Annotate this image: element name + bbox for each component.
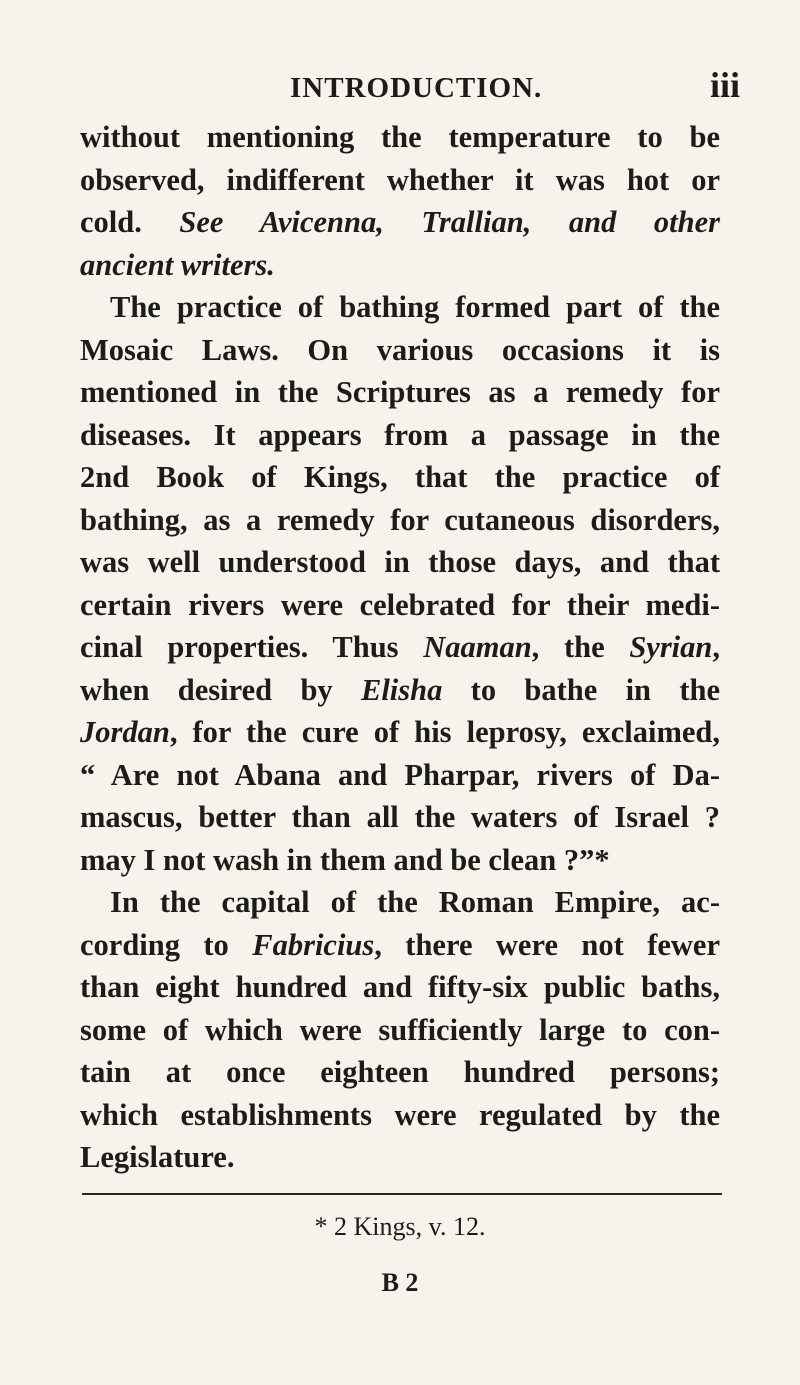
text-line: tain at once eighteen hundred persons;	[80, 1055, 720, 1089]
text-line: was well understood in those days, and that	[80, 545, 720, 579]
text-line: Mosaic Laws. On various occasions it is	[80, 332, 720, 367]
text-line: mentioned in the Scriptures as a remedy for	[80, 375, 720, 409]
text-line: diseases. It appears from a passage in the	[80, 417, 720, 452]
text-line: mascus, better than all the waters of Israel ?	[80, 800, 720, 834]
text-line: which establishments were regulated by the	[80, 1097, 720, 1132]
page-header	[80, 66, 740, 110]
text-line: “ Are not Abana and Pharpar, rivers of Da-	[80, 757, 720, 792]
text-line: Legislature.	[80, 1140, 235, 1174]
text-line: may I not wash in them and be clean ?”*	[80, 842, 610, 877]
footnote-divider	[82, 1193, 722, 1195]
text-line: without mentioning the temperature to be	[80, 120, 720, 154]
page-number: iii	[709, 65, 740, 105]
text-line: The practice of bathing formed part of the	[110, 290, 720, 324]
text-line: 2nd Book of Kings, that the practice of	[80, 460, 720, 494]
text-line: cinal properties. Thus Naaman, the Syrian,	[80, 630, 720, 664]
text-line: Jordan, for the cure of his leprosy, exclaimed,	[80, 715, 720, 749]
text-line: In the capital of the Roman Empire, ac-	[110, 885, 720, 919]
printer-signature-mark: B 2	[381, 1268, 419, 1297]
text-line: ancient writers.	[80, 247, 275, 282]
footnote: * 2 Kings, v. 12.	[314, 1212, 486, 1241]
text-line: some of which were sufficiently large to con-	[80, 1012, 720, 1047]
text-line: than eight hundred and fifty-six public baths,	[80, 970, 720, 1004]
text-line: observed, indifferent whether it was hot or	[80, 162, 720, 197]
text-line: cold. See Avicenna, Trallian, and other	[80, 205, 720, 239]
text-line: bathing, as a remedy for cutaneous disorders,	[80, 502, 720, 537]
text-line: certain rivers were celebrated for their medi-	[80, 587, 720, 622]
text-line: when desired by Elisha to bathe in the	[80, 672, 720, 707]
body-text	[80, 116, 720, 1179]
text-line: cording to Fabricius, there were not fewer	[80, 927, 720, 962]
running-title: INTRODUCTION.	[290, 72, 543, 104]
